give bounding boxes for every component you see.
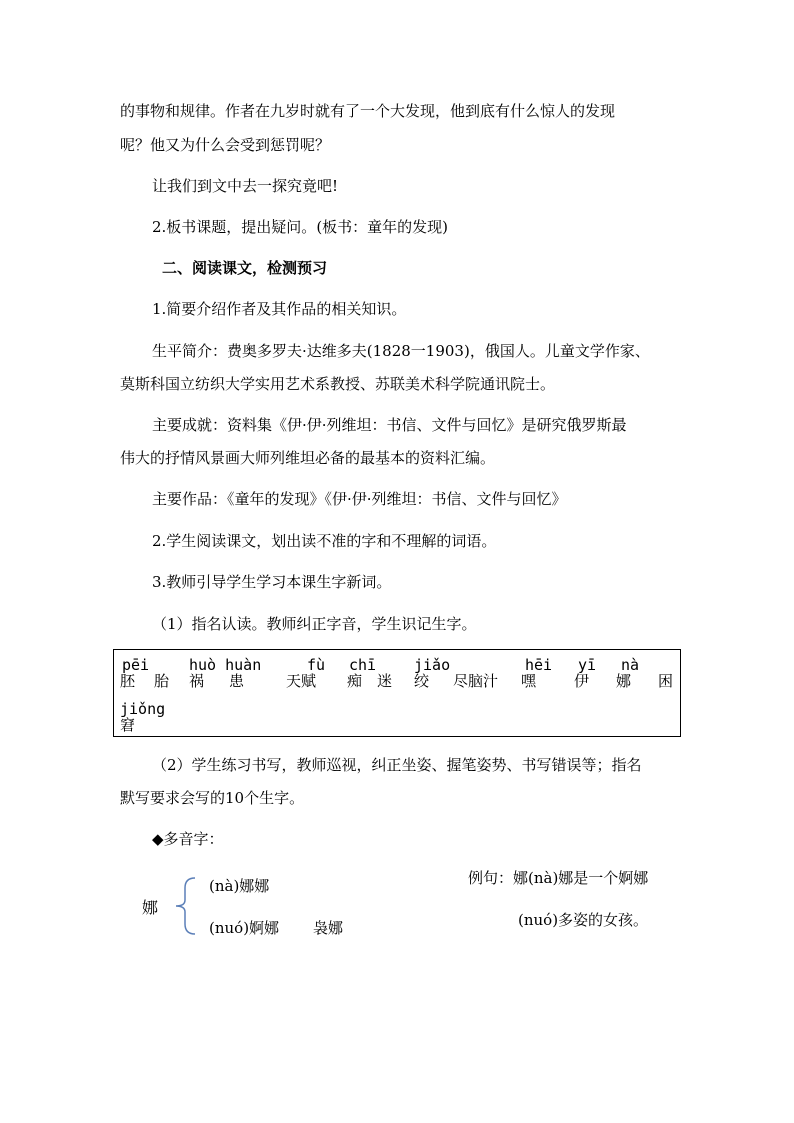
paragraph: 主要作品：《童年的发现》《伊·伊·列维坦：书信、文件与回忆》 [152, 490, 567, 508]
paragraph: 2.学生阅读课文，划出读不准的字和不理解的词语。 [152, 532, 497, 550]
pinyin: chī [349, 656, 377, 674]
vocab-char: 窘 [120, 716, 136, 734]
polyphone-char: 娜 [142, 898, 159, 917]
pinyin: fù [307, 656, 326, 674]
paragraph-line: 莫斯科国立纺织大学实用艺术系教授、苏联美术科学院通讯院士。 [120, 375, 556, 393]
polyphone-word: 袅娜 [313, 919, 344, 937]
paragraph-line: 的事物和规律。作者在九岁时就有了一个大发现，他到底有什么惊人的发现 [120, 102, 616, 120]
vocab-char: 胚 [120, 672, 136, 690]
paragraph: 让我们到文中去一探究竟吧! [152, 177, 339, 195]
paragraph-line: （2）学生练习书写，教师巡视，纠正坐姿、握笔姿势、书写错误等；指名 [152, 756, 642, 774]
vocab-char: 天赋 [286, 672, 317, 690]
vocab-char: 痴 [347, 672, 363, 690]
paragraph-line: 伟大的抒情风景画大师列维坦必备的最基本的资料汇编。 [120, 449, 496, 467]
paragraph-line: 默写要求会写的10个生字。 [120, 789, 305, 807]
paragraph: 3.教师引导学生学习本课生字新词。 [152, 573, 392, 591]
pinyin: jiǎo [414, 656, 451, 674]
vocab-char: 困 [658, 672, 674, 690]
example-sentence: 例句：娜(nà)娜是一个婀娜 [468, 869, 649, 887]
paragraph: 1.简要介绍作者及其作品的相关知识。 [152, 300, 407, 318]
polyphone-reading: (nuó)婀娜 [209, 919, 280, 937]
example-sentence: (nuó)多姿的女孩。 [518, 911, 649, 929]
paragraph-line: 呢？他又为什么会受到惩罚呢？ [120, 136, 331, 154]
polyphone-reading: (nà)娜娜 [209, 877, 270, 895]
vocab-char: 祸 [189, 672, 205, 690]
pinyin: jiǒng [120, 700, 166, 718]
vocab-char: 绞 [414, 672, 430, 690]
brace-icon [173, 876, 197, 936]
paragraph-line: 生平简介：费奥多罗夫·达维多夫(1828一1903)，俄国人。儿童文学作家、 [152, 342, 650, 360]
vocab-char: 嘿 [521, 672, 537, 690]
pinyin: yī [578, 656, 597, 674]
paragraph-line: 主要成就：资料集《伊·伊·列维坦：书信、文件与回忆》是研究俄罗斯最 [152, 416, 627, 434]
pinyin: hēi [525, 656, 553, 674]
pinyin: huò huàn [189, 656, 262, 674]
paragraph: 2.板书课题，提出疑问。(板书：童年的发现) [152, 218, 449, 236]
polyphone-heading: ◆多音字： [152, 830, 224, 848]
section-heading: 二、阅读课文，检测预习 [162, 259, 328, 277]
vocab-char: 胎 [154, 672, 170, 690]
vocab-char: 娜 [616, 672, 632, 690]
pinyin: nà [621, 656, 640, 674]
pinyin: pēi [122, 656, 150, 674]
vocab-char: 迷 [377, 672, 393, 690]
vocab-char: 患 [229, 672, 245, 690]
vocab-char: 伊 [574, 672, 590, 690]
vocab-char: 尽脑汁 [453, 672, 499, 690]
paragraph: （1）指名认读。教师纠正字音，学生识记生字。 [152, 615, 477, 633]
vocab-box [113, 649, 681, 737]
